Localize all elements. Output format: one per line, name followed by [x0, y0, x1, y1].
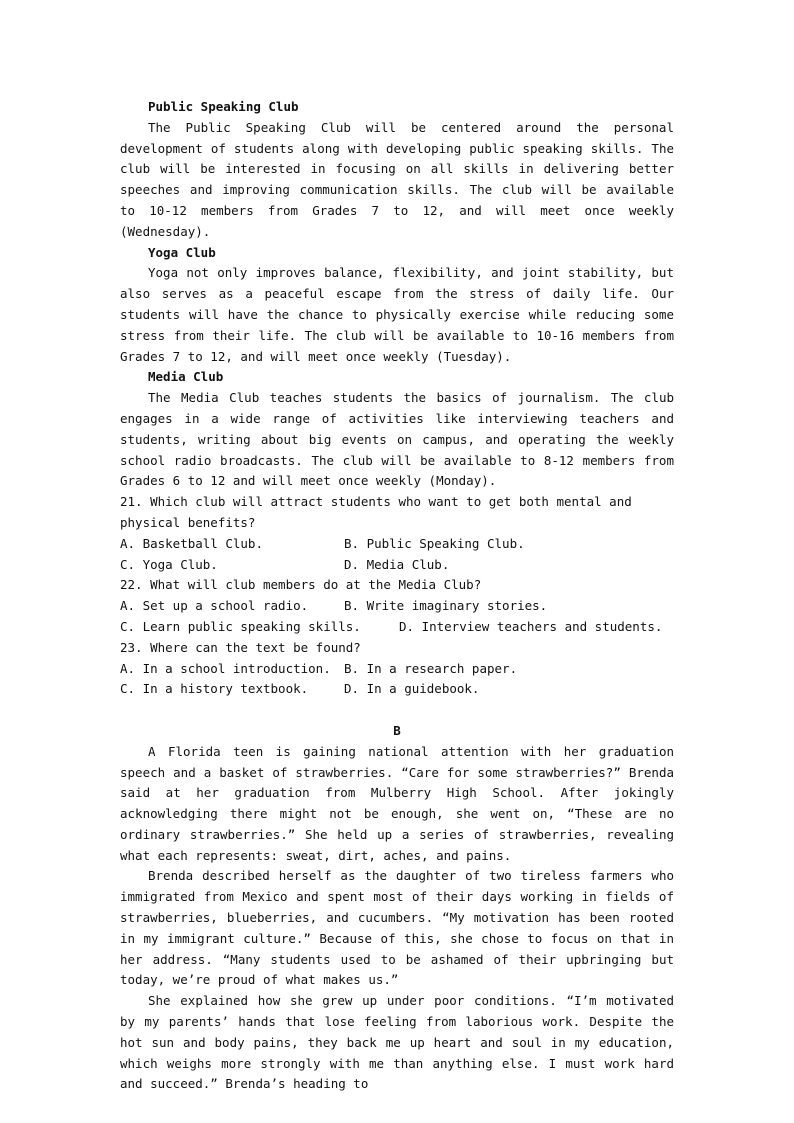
- question-21-option-b: B. Public Speaking Club.: [344, 535, 525, 551]
- section-b-paragraph-1: A Florida teen is gaining national attention with her graduation speech and a basket of strawberries. “Care for some strawberries?” Brenda said at her graduation from Mulberry High School. After jokingly acknowledging there might not be enough, she went on, “These are no ordinary strawberries.” She held up a series of strawberries, revealing what each represents: sweat, dirt, aches, and pains.: [120, 743, 674, 863]
- club-title-media: Media Club: [148, 369, 224, 385]
- section-b-label: B: [393, 722, 401, 738]
- club-description-yoga: Yoga not only improves balance, flexibility, and joint stability, but also serves as a peaceful escape from the stress of daily life. Our students will have the chance to physically exercise while reducing some stress from their life. The club will be available to 10-16 members from Grades 7 to 12, and will meet once weekly (Tuesday).: [120, 265, 674, 364]
- document-page: [120, 97, 674, 1095]
- club-description-public-speaking: The Public Speaking Club will be centered around the personal development of students along with developing public speaking skills. The club will be interested in focusing on all skills in delivering better speeches and improving communication skills. The club will be available to 10-12 members from Grades 7 to 12, and will meet once weekly (Wednesday).: [120, 119, 674, 239]
- question-23-option-d: D. In a guidebook.: [344, 681, 480, 697]
- question-21-option-c: C. Yoga Club.: [120, 556, 218, 572]
- question-22-options-row-1: [120, 596, 674, 617]
- question-22-option-a: A. Set up a school radio.: [120, 598, 309, 614]
- question-21-stem: 21. Which club will attract students who want to get both mental and physical benefits?: [120, 494, 632, 530]
- question-21-options-row-1: [120, 534, 674, 555]
- section-b-paragraph-2: Brenda described herself as the daughter of two tireless farmers who immigrated from Mexico and spent most of their days working in fields of strawberries, blueberries, and cucumbers. “My motivation has been rooted in my immigrant culture.” Because of this, she chose to focus on that in her address. “Many students used to be ashamed of their upbringing but today, we’re proud of what makes us.”: [120, 868, 674, 988]
- question-21-option-d: D. Media Club.: [344, 556, 450, 572]
- question-23-stem: 23. Where can the text be found?: [120, 639, 361, 655]
- question-22-stem: 22. What will club members do at the Media Club?: [120, 577, 482, 593]
- club-description-media: The Media Club teaches students the basics of journalism. The club engages in a wide range of activities like interviewing teachers and students, writing about big events on campus, and operating the weekly school radio broadcasts. The club will be available to 8-12 members from Grades 6 to 12 and will meet once weekly (Monday).: [120, 390, 674, 489]
- question-23-option-c: C. In a history textbook.: [120, 681, 309, 697]
- question-21-options-row-2: [120, 555, 674, 576]
- question-23-option-a: A. In a school introduction.: [120, 660, 331, 676]
- club-title-yoga: Yoga Club: [148, 244, 216, 260]
- question-23-options-row-1: [120, 659, 674, 680]
- question-23-option-b: B. In a research paper.: [344, 660, 518, 676]
- question-23-options-row-2: [120, 679, 674, 700]
- section-b-paragraph-3: She explained how she grew up under poor conditions. “I’m motivated by my parents’ hands that lose feeling from laborious work. Despite the hot sun and body pains, they back me up heart and soul in my education, which weighs more strongly with me than anything else. I must work hard and succeed.” Brenda’s heading to: [120, 993, 674, 1092]
- question-22-options-row-2: [120, 617, 674, 638]
- question-22-option-c: C. Learn public speaking skills.: [120, 618, 361, 634]
- question-21-option-a: A. Basketball Club.: [120, 535, 263, 551]
- question-22-option-d: D. Interview teachers and students.: [399, 618, 663, 634]
- club-title-public-speaking: Public Speaking Club: [148, 99, 299, 114]
- question-22-option-b: B. Write imaginary stories.: [344, 598, 548, 614]
